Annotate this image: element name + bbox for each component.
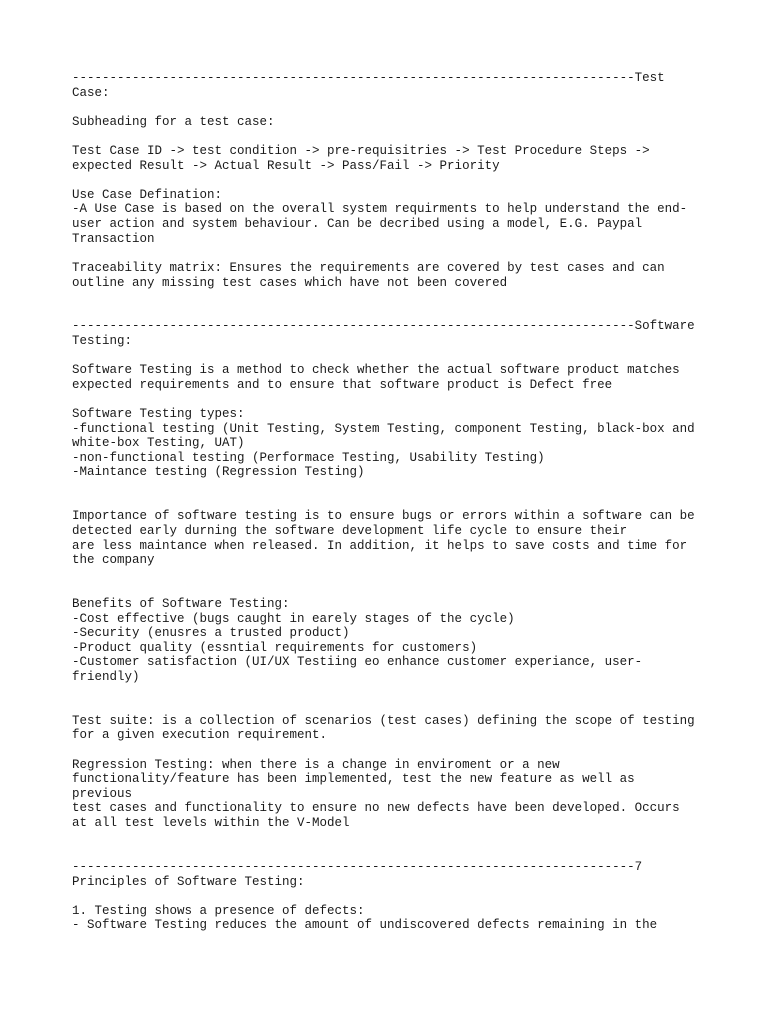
document-line [72, 290, 712, 305]
document-line: Principles of Software Testing: [72, 874, 305, 889]
document-line: - Software Testing reduces the amount of undiscovered defects remaining in the [72, 918, 658, 933]
document-line: -A Use Case is based on the overall system requirments to help understand the end- [72, 202, 688, 217]
document-line: Transaction [72, 231, 155, 246]
document-line [72, 100, 712, 115]
document-line: -Cost effective (bugs caught in earely stages of the cycle) [72, 611, 515, 626]
document-line [72, 845, 712, 860]
document-line: -Security (enusres a trusted product) [72, 626, 350, 641]
document-line [72, 392, 712, 407]
document-line: outline any missing test cases which have not been covered [72, 275, 508, 290]
document-line: Importance of software testing is to ensure bugs or errors within a software can be [72, 509, 695, 524]
document-line: Test suite: is a collection of scenarios (test cases) defining the scope of testing [72, 713, 695, 728]
document-line: -Product quality (essntial requirements for customers) [72, 640, 478, 655]
document-line [72, 699, 712, 714]
document-line: -non-functional testing (Performace Testing, Usability Testing) [72, 450, 545, 465]
document-line: the company [72, 553, 155, 568]
document-line [72, 129, 712, 144]
document-line [72, 685, 712, 700]
document-line: test cases and functionality to ensure no new defects have been developed. Occurs [72, 801, 680, 816]
document-line [72, 743, 712, 758]
document-line: ---------------------------------------------------------------------------7 [72, 859, 643, 874]
document-line [72, 305, 712, 320]
document-line: functionality/feature has been implemented, test the new feature as well as [72, 772, 635, 787]
document-line [72, 480, 712, 495]
document-line: 1. Testing shows a presence of defects: [72, 903, 365, 918]
document-line: user action and system behaviour. Can be decribed using a model, E.G. Paypal [72, 217, 643, 232]
document-line [72, 568, 712, 583]
document-line: Case: [72, 85, 110, 100]
document-line: detected early durning the software development life cycle to ensure their [72, 523, 628, 538]
document-line: Benefits of Software Testing: [72, 596, 290, 611]
document-line: white-box Testing, UAT) [72, 436, 245, 451]
document-line: expected Result -> Actual Result -> Pass/Fail -> Priority [72, 158, 500, 173]
document-line: Regression Testing: when there is a change in enviroment or a new [72, 757, 560, 772]
document-line: are less maintance when released. In addition, it helps to save costs and time for [72, 538, 688, 553]
document-line [72, 582, 712, 597]
document-line: Software Testing is a method to check whether the actual software product matches [72, 363, 680, 378]
document-line [72, 246, 712, 261]
document-line: Testing: [72, 333, 133, 348]
document-line: Subheading for a test case: [72, 114, 275, 129]
document-line: ---------------------------------------------------------------------------Test [72, 71, 665, 85]
document-line: expected requirements and to ensure that software product is Defect free [72, 377, 613, 392]
document-line: Software Testing types: [72, 407, 245, 422]
document-line: -Customer satisfaction (UI/UX Testiing eo enhance customer experiance, user- [72, 655, 643, 670]
document-line [72, 831, 712, 846]
document-line: at all test levels within the V-Model [72, 816, 350, 831]
document-line: Use Case Defination: [72, 187, 223, 202]
document-line: Traceability matrix: Ensures the requirements are covered by test cases and can [72, 260, 665, 275]
document-line: Test Case ID -> test condition -> pre-requisitries -> Test Procedure Steps -> [72, 144, 650, 159]
document-line: friendly) [72, 669, 140, 684]
document-line: for a given execution requirement. [72, 728, 328, 743]
document-line: ---------------------------------------------------------------------------Software [72, 319, 695, 334]
document-line [72, 889, 712, 904]
document-line [72, 349, 712, 364]
document-line: -functional testing (Unit Testing, System Testing, component Testing, black-box and [72, 421, 695, 436]
document-line: previous [72, 786, 133, 801]
document-line [72, 495, 712, 510]
document-body [72, 71, 712, 933]
document-line [72, 173, 712, 188]
document-line: -Maintance testing (Regression Testing) [72, 465, 365, 480]
